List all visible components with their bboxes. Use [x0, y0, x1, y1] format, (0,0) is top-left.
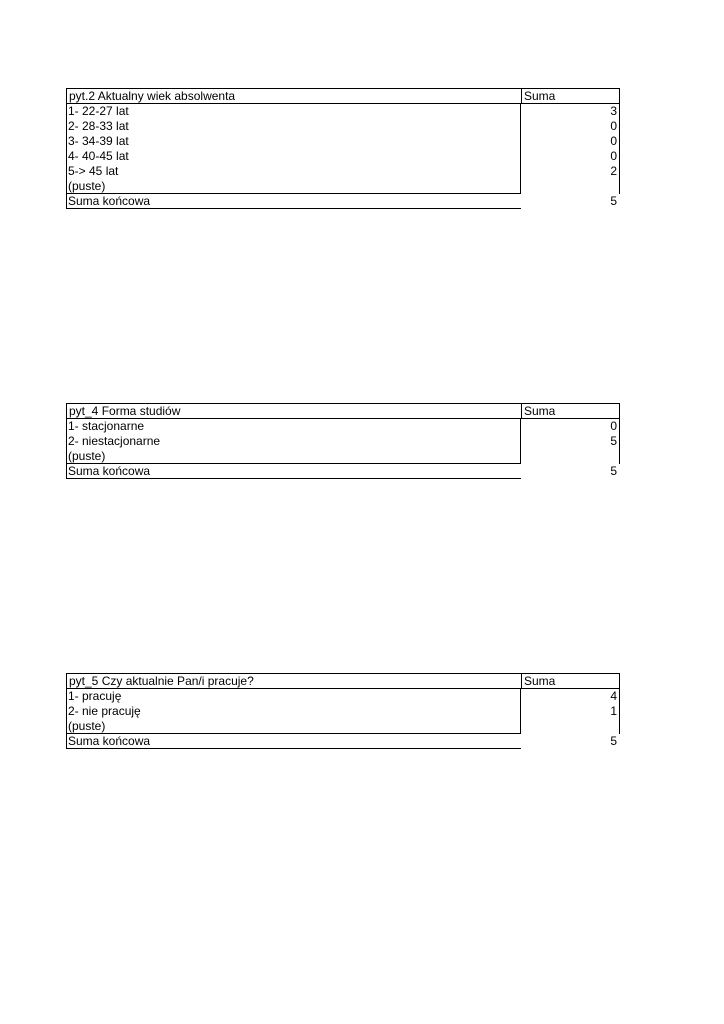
pivot-table-study-form: [66, 403, 620, 479]
row-label: 5-> 45 lat: [68, 164, 119, 178]
row-value: 1: [610, 704, 617, 718]
row-label: 4- 40-45 lat: [68, 149, 129, 163]
table-title: pyt.2 Aktualny wiek absolwenta: [69, 89, 236, 103]
table-row: [66, 179, 620, 194]
total-value: 5: [610, 194, 617, 208]
table-title: pyt_4 Forma studiów: [69, 404, 181, 418]
table-row: [66, 149, 620, 164]
row-label: 1- pracuję: [68, 689, 122, 703]
row-label: 2- nie pracuję: [68, 704, 141, 718]
sum-header: Suma: [524, 674, 556, 688]
table-row: [66, 134, 620, 149]
total-label: Suma końcowa: [68, 734, 151, 748]
row-value: 0: [610, 134, 617, 148]
row-label: (puste): [68, 719, 106, 733]
table-row: [66, 689, 620, 704]
sum-header: Suma: [524, 404, 556, 418]
table-header: [66, 673, 620, 689]
table-row: [66, 449, 620, 464]
row-label: 1- 22-27 lat: [68, 104, 129, 118]
table-body: [66, 104, 620, 194]
row-value: 3: [610, 104, 617, 118]
table-row: [66, 704, 620, 719]
table-title: pyt_5 Czy aktualnie Pan/i pracuje?: [69, 674, 254, 688]
row-value: 2: [610, 164, 617, 178]
table-body: [66, 689, 620, 734]
pivot-table-employment: [66, 673, 620, 749]
total-value: 5: [610, 734, 617, 748]
table-header: [66, 403, 620, 419]
row-value: 0: [610, 419, 617, 433]
total-row: [66, 194, 620, 209]
total-label: Suma końcowa: [68, 194, 151, 208]
header-divider: [521, 404, 522, 418]
row-label: (puste): [68, 449, 106, 463]
total-row: [66, 464, 620, 479]
table-row: [66, 119, 620, 134]
table-row: [66, 419, 620, 434]
header-divider: [521, 89, 522, 103]
table-header: [66, 88, 620, 104]
row-label: 2- 28-33 lat: [68, 119, 129, 133]
table-row: [66, 164, 620, 179]
row-value: 0: [610, 149, 617, 163]
table-row: [66, 719, 620, 734]
row-label: 2- niestacjonarne: [68, 434, 161, 448]
sum-header: Suma: [524, 89, 556, 103]
row-value: 0: [610, 119, 617, 133]
table-body: [66, 419, 620, 464]
table-row: [66, 434, 620, 449]
pivot-table-age: [66, 88, 620, 209]
table-row: [66, 104, 620, 119]
total-label: Suma końcowa: [68, 464, 151, 478]
header-divider: [521, 674, 522, 688]
row-value: 4: [610, 689, 617, 703]
total-row: [66, 734, 620, 749]
row-label: (puste): [68, 179, 106, 193]
row-label: 1- stacjonarne: [68, 419, 145, 433]
row-value: 5: [610, 434, 617, 448]
row-label: 3- 34-39 lat: [68, 134, 129, 148]
total-value: 5: [610, 464, 617, 478]
